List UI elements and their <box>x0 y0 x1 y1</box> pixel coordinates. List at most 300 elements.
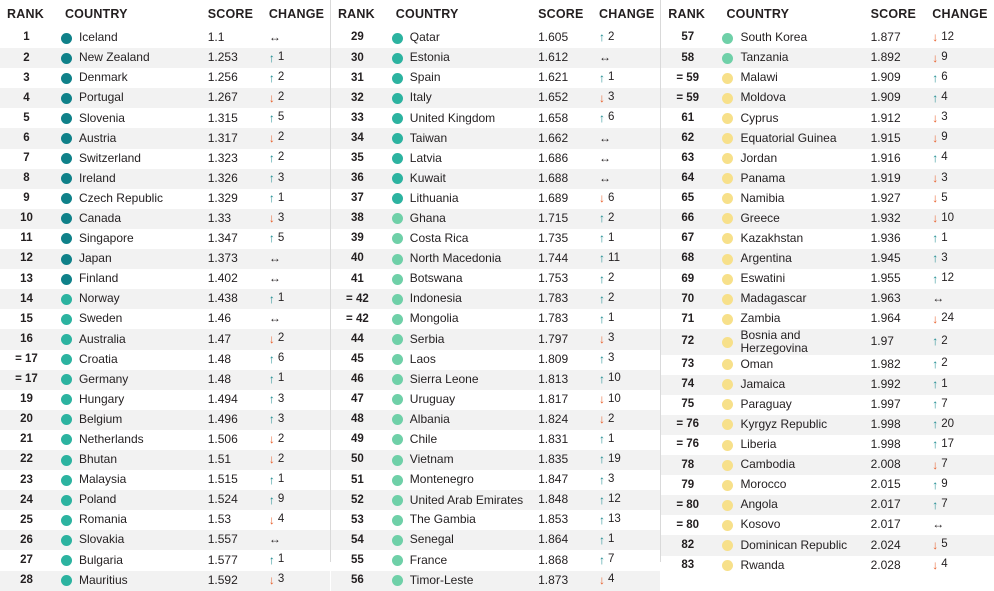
cell-change <box>930 309 994 329</box>
country-name: Kosovo <box>740 517 781 532</box>
cell-score: 1.48 <box>207 371 232 386</box>
country-color-dot-icon <box>61 113 72 124</box>
change-up-arrow-icon: ↑ <box>268 392 275 407</box>
cell-rank: 50 <box>351 453 364 466</box>
cell-score: 1.267 <box>207 90 238 105</box>
change-value: 2 <box>608 30 615 43</box>
cell-rank: 41 <box>351 272 364 285</box>
change-down-arrow-icon: ↓ <box>932 110 939 125</box>
cell-country <box>384 370 536 390</box>
cell-country <box>714 329 868 354</box>
change-value: 2 <box>277 151 285 164</box>
cell-country <box>53 309 206 329</box>
table-header-3 <box>661 4 994 28</box>
country-name: Hungary <box>78 391 125 406</box>
change-up-arrow-icon: ↑ <box>599 30 606 45</box>
cell-rank: 64 <box>681 172 695 185</box>
cell-change <box>597 550 660 570</box>
change-value: 4 <box>941 558 948 571</box>
cell-score: 1.817 <box>538 391 569 406</box>
table-row <box>0 309 330 329</box>
cell-change <box>267 189 330 209</box>
change-value: 5 <box>277 231 285 244</box>
change-value: 1 <box>277 191 285 204</box>
table-row <box>661 108 994 128</box>
table-row <box>661 535 994 555</box>
cell-score: 1.592 <box>207 572 238 587</box>
table-row <box>0 149 330 169</box>
table-row <box>0 289 330 309</box>
country-name: Estonia <box>409 50 450 65</box>
cell-rank: 47 <box>351 393 364 406</box>
change-up-arrow-icon: ↑ <box>599 492 606 507</box>
table-row <box>331 269 660 289</box>
change-value: 7 <box>941 397 948 410</box>
table-row <box>0 229 330 249</box>
country-name: Morocco <box>740 477 787 492</box>
cell-country <box>384 350 536 370</box>
country-color-dot-icon <box>722 93 733 104</box>
cell-rank: 33 <box>351 111 364 124</box>
cell-country <box>384 48 536 68</box>
cell-change <box>930 169 994 189</box>
country-name: Bulgaria <box>78 552 123 567</box>
country-name: Finland <box>78 271 119 286</box>
cell-change <box>267 350 330 370</box>
cell-country <box>53 189 206 209</box>
country-name: Panama <box>740 170 786 185</box>
country-color-dot-icon <box>61 575 72 586</box>
table-header-row <box>661 4 994 28</box>
table-row <box>661 169 994 189</box>
change-up-arrow-icon: ↑ <box>599 311 606 326</box>
header-country: COUNTRY <box>64 7 128 21</box>
cell-country <box>714 229 868 249</box>
change-value: 2 <box>941 357 948 370</box>
cell-rank: = 59 <box>676 91 700 104</box>
cell-score: 1.927 <box>870 190 901 205</box>
table-row <box>661 48 994 68</box>
country-color-dot-icon <box>392 515 403 526</box>
table-row <box>661 249 994 269</box>
header-rank: RANK <box>668 7 706 21</box>
cell-change <box>267 470 330 490</box>
cell-country <box>714 68 868 88</box>
cell-change <box>597 68 660 88</box>
cell-score: 2.017 <box>870 517 901 532</box>
change-up-arrow-icon: ↑ <box>932 271 939 286</box>
change-value: 4 <box>608 573 615 586</box>
table-row <box>661 329 994 354</box>
change-up-arrow-icon: ↑ <box>268 70 275 85</box>
header-change: CHANGE <box>932 7 988 21</box>
change-flat-arrow-icon: ↔ <box>599 170 612 185</box>
table-row <box>0 209 330 229</box>
cell-change <box>267 149 330 169</box>
cell-rank: 22 <box>20 453 33 466</box>
cell-country <box>384 249 536 269</box>
country-color-dot-icon <box>61 294 72 305</box>
cell-change <box>930 28 994 48</box>
change-value: 1 <box>608 231 615 244</box>
cell-score: 1.326 <box>207 170 238 185</box>
table-row <box>661 128 994 148</box>
change-up-arrow-icon: ↑ <box>932 497 939 512</box>
cell-country <box>53 370 206 390</box>
cell-change <box>930 515 994 535</box>
country-name: Singapore <box>78 231 134 246</box>
change-down-arrow-icon: ↓ <box>268 512 275 527</box>
country-name: United Arab Emirates <box>409 492 524 507</box>
change-value: 17 <box>941 437 955 450</box>
cell-rank: = 76 <box>676 438 700 451</box>
cell-rank: 78 <box>681 458 695 471</box>
cell-score: 1.912 <box>870 110 901 125</box>
change-flat-arrow-icon: ↔ <box>599 50 612 65</box>
cell-change <box>930 108 994 128</box>
cell-rank: 62 <box>681 131 695 144</box>
country-color-dot-icon <box>392 193 403 204</box>
cell-rank: 66 <box>681 212 695 225</box>
table-row <box>661 415 994 435</box>
cell-change <box>597 490 660 510</box>
cell-country <box>384 490 536 510</box>
table-row <box>661 68 994 88</box>
change-down-arrow-icon: ↓ <box>932 191 939 206</box>
country-color-dot-icon <box>722 153 733 164</box>
cell-change <box>267 28 330 48</box>
change-value: 3 <box>941 111 948 124</box>
country-name: Angola <box>740 497 778 512</box>
cell-rank: 38 <box>351 212 364 225</box>
country-name: Vietnam <box>409 452 454 467</box>
country-color-dot-icon <box>392 254 403 265</box>
cell-rank: = 42 <box>346 292 369 305</box>
cell-country <box>53 209 206 229</box>
cell-score: 1.945 <box>870 251 901 266</box>
cell-score: 1.853 <box>538 512 569 527</box>
change-up-arrow-icon: ↑ <box>599 291 606 306</box>
cell-country <box>384 28 536 48</box>
cell-score: 1.577 <box>207 552 238 567</box>
cell-rank: 57 <box>681 31 695 44</box>
table-row <box>661 395 994 415</box>
cell-change <box>597 530 660 550</box>
country-name: Senegal <box>409 532 454 547</box>
cell-rank: 10 <box>20 212 33 225</box>
ranking-column-1 <box>0 0 330 587</box>
cell-change <box>267 269 330 289</box>
country-name: Spain <box>409 70 441 85</box>
country-color-dot-icon <box>722 173 733 184</box>
country-name: Taiwan <box>409 130 448 145</box>
country-name: Namibia <box>740 190 785 205</box>
change-value: 5 <box>941 191 948 204</box>
change-value: 9 <box>277 493 285 505</box>
table-row <box>661 515 994 535</box>
cell-change <box>267 410 330 430</box>
cell-rank: = 17 <box>15 373 38 386</box>
cell-score: 2.017 <box>870 497 901 512</box>
cell-rank: 16 <box>20 332 33 345</box>
country-color-dot-icon <box>61 495 72 506</box>
country-color-dot-icon <box>722 133 733 144</box>
change-value: 19 <box>608 452 621 465</box>
table-row <box>331 128 660 148</box>
country-name: Belgium <box>78 411 123 426</box>
country-color-dot-icon <box>61 414 72 425</box>
country-color-dot-icon <box>61 213 72 224</box>
cell-rank: 29 <box>351 31 364 44</box>
change-value: 7 <box>608 553 615 566</box>
cell-score: 1.621 <box>538 70 569 85</box>
table-row <box>331 450 660 470</box>
change-value: 2 <box>941 334 948 347</box>
change-up-arrow-icon: ↑ <box>932 231 939 246</box>
cell-country <box>53 128 206 148</box>
cell-country <box>714 556 868 576</box>
cell-rank: 53 <box>351 513 364 526</box>
cell-country <box>714 495 868 515</box>
cell-rank: 12 <box>20 252 33 265</box>
change-up-arrow-icon: ↑ <box>932 377 939 392</box>
change-down-arrow-icon: ↓ <box>932 50 939 65</box>
change-up-arrow-icon: ↑ <box>599 372 606 387</box>
country-color-dot-icon <box>722 53 733 64</box>
change-up-arrow-icon: ↑ <box>268 372 275 387</box>
cell-score: 1.688 <box>538 170 569 185</box>
table-row <box>331 530 660 550</box>
cell-rank: 14 <box>20 292 33 305</box>
table-row <box>661 435 994 455</box>
table-row <box>331 88 660 108</box>
cell-change <box>267 48 330 68</box>
table-row <box>0 269 330 289</box>
cell-change <box>930 535 994 555</box>
change-value: 11 <box>608 251 620 264</box>
cell-rank: 73 <box>681 358 695 371</box>
cell-score: 1.402 <box>207 271 238 286</box>
cell-score: 1.662 <box>538 130 569 145</box>
cell-rank: 71 <box>681 312 695 325</box>
change-up-arrow-icon: ↑ <box>268 191 275 206</box>
cell-rank: 82 <box>681 538 695 551</box>
cell-rank: 49 <box>351 433 364 446</box>
header-score: SCORE <box>870 7 917 21</box>
cell-rank: 1 <box>23 31 30 44</box>
cell-change <box>267 128 330 148</box>
cell-change <box>930 48 994 68</box>
cell-rank: 63 <box>681 152 695 164</box>
country-name: Dominican Republic <box>740 537 848 552</box>
country-color-dot-icon <box>61 53 72 64</box>
country-color-dot-icon <box>722 294 733 305</box>
country-name: Timor-Leste <box>409 572 474 587</box>
change-value: 2 <box>277 332 285 345</box>
cell-change <box>597 48 660 68</box>
table-row <box>0 410 330 430</box>
cell-country <box>714 455 868 475</box>
table-row <box>0 510 330 530</box>
ranking-table-2 <box>331 4 660 591</box>
cell-country <box>714 395 868 415</box>
change-up-arrow-icon: ↑ <box>268 552 275 567</box>
cell-score: 1.33 <box>207 210 232 225</box>
table-body-1 <box>0 28 330 591</box>
cell-change <box>930 355 994 375</box>
change-up-arrow-icon: ↑ <box>599 552 606 567</box>
country-name: Kuwait <box>409 170 446 185</box>
cell-change <box>267 309 330 329</box>
table-row <box>661 455 994 475</box>
change-value: 2 <box>277 432 285 445</box>
cell-rank: 34 <box>351 131 364 144</box>
table-header-row <box>331 4 660 28</box>
country-color-dot-icon <box>392 414 403 425</box>
cell-score: 1.868 <box>538 552 569 567</box>
change-value: 10 <box>941 211 955 224</box>
cell-rank: = 80 <box>676 498 700 511</box>
table-row <box>0 189 330 209</box>
country-name: Liberia <box>740 437 777 452</box>
cell-score: 1.515 <box>207 472 238 487</box>
cell-country <box>714 289 868 309</box>
cell-score: 1.612 <box>538 50 569 65</box>
cell-country <box>53 490 206 510</box>
cell-rank: 26 <box>20 533 33 546</box>
change-down-arrow-icon: ↓ <box>599 90 606 105</box>
country-color-dot-icon <box>61 254 72 265</box>
change-value: 2 <box>608 271 615 284</box>
cell-rank: 7 <box>23 152 30 164</box>
change-value: 10 <box>608 372 621 385</box>
table-row <box>0 390 330 410</box>
cell-change <box>930 435 994 455</box>
table-row <box>0 329 330 349</box>
table-row <box>661 189 994 209</box>
country-color-dot-icon <box>61 73 72 84</box>
country-color-dot-icon <box>722 314 733 325</box>
country-name: Equatorial Guinea <box>740 130 837 145</box>
cell-rank: 20 <box>20 413 33 426</box>
cell-country <box>714 28 868 48</box>
cell-rank: 39 <box>351 232 364 245</box>
cell-rank: = 80 <box>676 518 700 531</box>
country-color-dot-icon <box>722 460 733 471</box>
cell-country <box>384 68 536 88</box>
country-name: The Gambia <box>409 512 476 527</box>
cell-score: 1.605 <box>538 30 569 45</box>
country-color-dot-icon <box>61 434 72 445</box>
country-name: Portugal <box>78 90 124 105</box>
cell-change <box>267 571 330 591</box>
cell-change <box>267 229 330 249</box>
country-color-dot-icon <box>722 254 733 265</box>
country-name: Jamaica <box>740 376 786 391</box>
cell-rank: 11 <box>20 232 33 245</box>
ranking-column-3 <box>660 0 994 572</box>
cell-rank: 27 <box>20 553 33 566</box>
country-color-dot-icon <box>722 233 733 244</box>
cell-change <box>597 108 660 128</box>
cell-score: 1.831 <box>538 432 569 447</box>
cell-country <box>384 329 536 349</box>
country-color-dot-icon <box>722 480 733 491</box>
table-row <box>0 370 330 390</box>
country-name: Laos <box>409 351 436 366</box>
change-value: 9 <box>941 50 948 63</box>
table-row <box>331 28 660 48</box>
country-color-dot-icon <box>392 535 403 546</box>
country-color-dot-icon <box>722 500 733 511</box>
cell-country <box>714 355 868 375</box>
cell-rank: 32 <box>351 91 364 104</box>
table-row <box>661 355 994 375</box>
cell-change <box>930 68 994 88</box>
table-row <box>661 209 994 229</box>
country-color-dot-icon <box>392 233 403 244</box>
country-color-dot-icon <box>392 394 403 405</box>
cell-change <box>930 88 994 108</box>
country-color-dot-icon <box>61 314 72 325</box>
country-name: North Macedonia <box>409 251 502 266</box>
cell-rank: 6 <box>23 131 30 144</box>
cell-country <box>53 410 206 430</box>
cell-score: 1.783 <box>538 311 569 326</box>
country-name: Jordan <box>740 150 778 165</box>
country-color-dot-icon <box>392 555 403 566</box>
cell-rank: 72 <box>681 335 695 348</box>
country-color-dot-icon <box>61 515 72 526</box>
cell-change <box>597 571 660 591</box>
cell-score: 2.024 <box>870 537 901 552</box>
cell-change <box>597 28 660 48</box>
cell-rank: 83 <box>681 558 695 571</box>
country-name: New Zealand <box>78 50 150 65</box>
country-color-dot-icon <box>61 334 72 345</box>
table-row <box>0 88 330 108</box>
change-up-arrow-icon: ↑ <box>268 291 275 306</box>
country-name: Kyrgyz Republic <box>740 417 828 432</box>
change-value: 3 <box>608 91 615 104</box>
cell-rank: 19 <box>20 393 33 406</box>
country-color-dot-icon <box>61 555 72 566</box>
cell-country <box>714 475 868 495</box>
country-name: Italy <box>409 90 432 105</box>
cell-rank: 9 <box>23 192 30 205</box>
table-row <box>331 229 660 249</box>
change-value: 12 <box>941 30 955 43</box>
cell-country <box>53 269 206 289</box>
country-color-dot-icon <box>61 93 72 104</box>
change-up-arrow-icon: ↑ <box>599 472 606 487</box>
cell-rank: 68 <box>681 252 695 265</box>
table-row <box>0 550 330 570</box>
cell-rank: 52 <box>351 493 364 506</box>
change-up-arrow-icon: ↑ <box>932 397 939 412</box>
change-up-arrow-icon: ↑ <box>599 432 606 447</box>
change-down-arrow-icon: ↓ <box>932 30 939 45</box>
change-value: 1 <box>277 292 285 305</box>
cell-change <box>267 430 330 450</box>
country-name: Sweden <box>78 311 123 326</box>
cell-change <box>267 329 330 349</box>
country-color-dot-icon <box>722 193 733 204</box>
table-body-2 <box>331 28 660 591</box>
cell-rank: 25 <box>20 513 33 526</box>
cell-rank: 65 <box>681 192 695 205</box>
country-name: Serbia <box>409 331 445 346</box>
